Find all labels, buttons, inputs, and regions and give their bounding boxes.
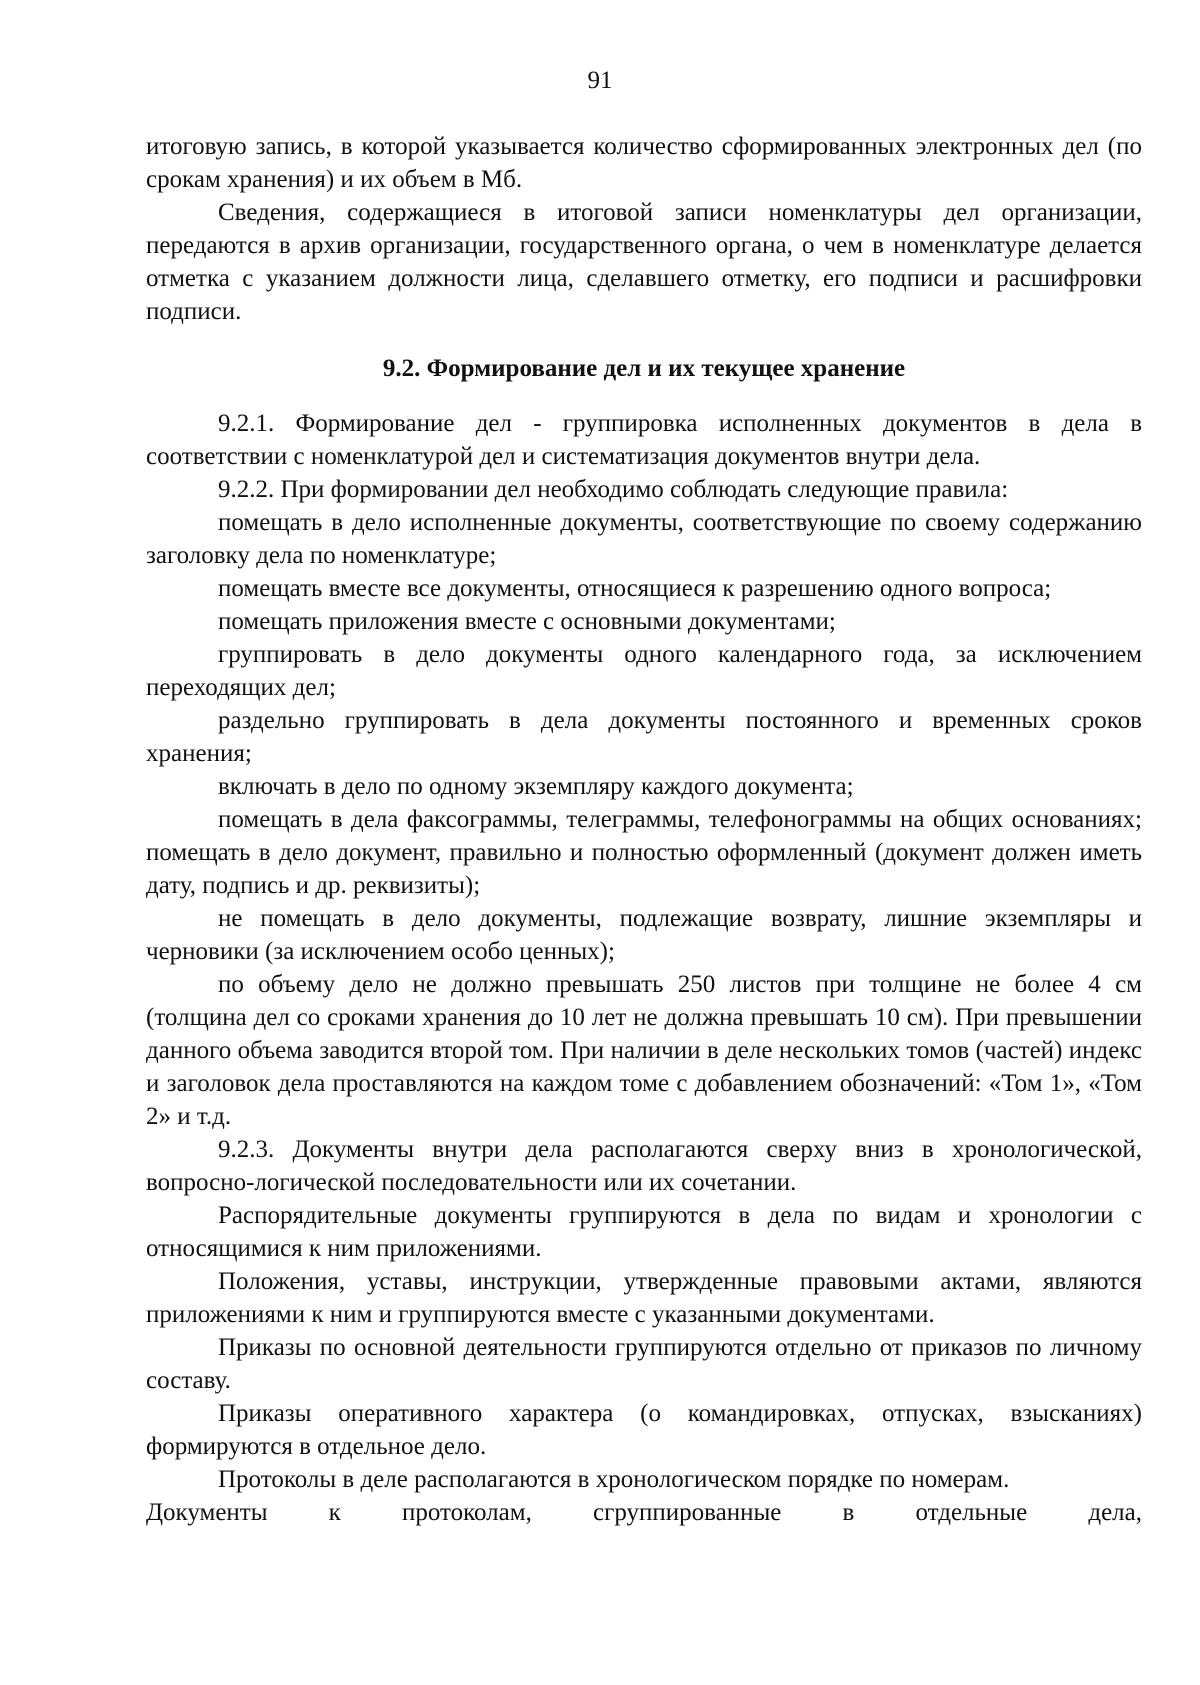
- list-item: раздельно группировать в дела документы постоянного и временных сроков хранения;: [146, 707, 1142, 767]
- page-number: 91: [587, 67, 613, 94]
- list-item: помещать в дела факсограммы, телеграммы, телефонограммы на общих основаниях; помещать в дело документ, правильно и полностью оформленный (документ должен иметь дату, подпись и др. реквизиты);: [146, 806, 1142, 899]
- list-item: помещать в дело исполненные документы, соответствующие по своему содержанию заголовку дела по номенклатуре;: [146, 509, 1142, 569]
- paragraph: Положения, уставы, инструкции, утвержденные правовыми актами, являются приложениями к ним и группируются вместе с указанными документами.: [146, 1268, 1142, 1328]
- paragraph: Распорядительные документы группируются в дела по видам и хронологии с относящимися к ним приложениями.: [146, 1202, 1142, 1262]
- paragraph: 9.2.2. При формировании дел необходимо соблюдать следующие правила:: [218, 476, 1009, 503]
- list-item: помещать приложения вместе с основными документами;: [218, 608, 836, 635]
- paragraph: Протоколы в деле располагаются в хронологическом порядке по номерам.: [218, 1466, 1010, 1493]
- list-item: группировать в дело документы одного календарного года, за исключением переходящих дел;: [146, 641, 1142, 701]
- paragraph: 9.2.3. Документы внутри дела располагаются сверху вниз в хронологической, вопросно-логической последовательности или их сочетании.: [146, 1136, 1142, 1196]
- paragraph: 9.2.1. Формирование дел - группировка исполненных документов в дела в соответствии с номенклатурой дел и систематизация документов внутри дела.: [146, 410, 1142, 470]
- section-heading: 9.2. Формирование дел и их текущее хранение: [382, 355, 906, 382]
- list-item: помещать вместе все документы, относящиеся к разрешению одного вопроса;: [218, 575, 1052, 602]
- list-item: по объему дело не должно превышать 250 листов при толщине не более 4 см (толщина дел со сроками хранения до 10 лет не должна превышать 10 см). При превышении данного объема заводится второй том. При наличии в деле нескольких томов (частей) индекс и заголовок дела проставляются на каждом томе с добавлением обозначений: «Том 1», «Том 2» и т.д.: [146, 971, 1142, 1130]
- paragraph: Документы к протоколам, сгруппированные в отдельные дела,: [146, 1499, 1142, 1526]
- list-item: не помещать в дело документы, подлежащие возврату, лишние экземпляры и черновики (за исключением особо ценных);: [146, 905, 1142, 965]
- paragraph: Приказы оперативного характера (о командировках, отпусках, взысканиях) формируются в отдельное дело.: [146, 1400, 1142, 1460]
- paragraph: Сведения, содержащиеся в итоговой записи номенклатуры дел организации, передаются в архив организации, государственного органа, о чем в номенклатуре делается отметка с указанием должности лица, сделавшего отметку, его подписи и расшифровки подписи.: [146, 199, 1142, 325]
- list-item: включать в дело по одному экземпляру каждого документа;: [218, 773, 854, 800]
- paragraph: итоговую запись, в которой указывается количество сформированных электронных дел (по срокам хранения) и их объем в Мб.: [146, 133, 1142, 193]
- document-body: [146, 130, 1142, 1529]
- paragraph: Приказы по основной деятельности группируются отдельно от приказов по личному составу.: [146, 1334, 1142, 1394]
